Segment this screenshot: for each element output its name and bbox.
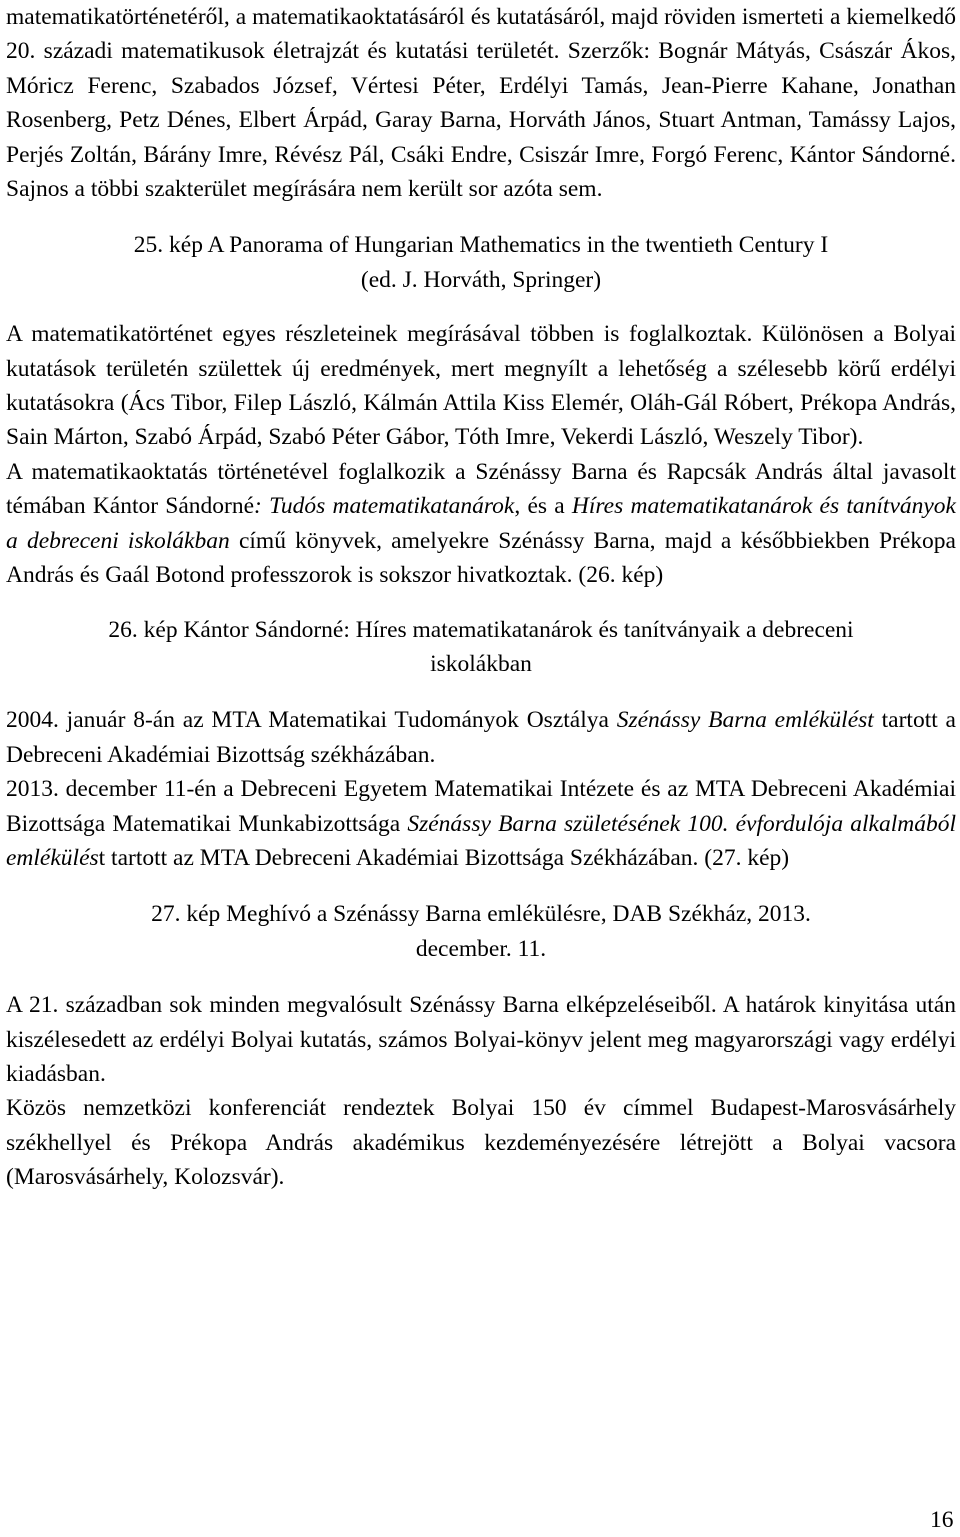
spacer — [6, 297, 956, 317]
figure-caption-26 — [6, 613, 956, 682]
italic-book-title: Híres matematikatanárok és tanítványok a debreceni iskolákban — [6, 493, 956, 554]
caption-27-line-2: december. 11. — [415, 935, 547, 962]
italic-run: Szénássy Barna születésének 100. évfordulója alkalmából emlékülés — [6, 810, 956, 871]
italic-run: Szénássy Barna emlékülést — [616, 707, 874, 734]
paragraph-authors: matematikatörténetéről, a matematikaoktatásáról és kutatásáról, majd röviden ismerteti a kiemelkedő 20. századi matematikusok életrajzát és kutatási területét. Szerzők: Bognár Mátyás, Császár Ákos, Móricz Ferenc, Szabados József, Vértesi Péter, Erdélyi Tamás, Jean-Pierre Kahane, Jonathan Rosenberg, Petz Dénes, Elbert Árpád, Garay Barna, Horváth János, Stuart Antman, Tamássy Lajos, Perjés Zoltán, Bárány Imre, Révész Pál, Csáki Endre, Csiszár Imre, Forgó Ferenc, Kántor Sándorné. Sajnos a többi szakterület megírására nem került sor azóta sem. — [6, 4, 956, 203]
paragraph-2004-memorial — [6, 703, 956, 772]
paragraph-conference: Közös nemzetközi konferenciát rendeztek Bolyai 150 év címmel Budapest-Marosvásárhely székhellyel és Prékopa András akadémikus kezdeményezésére létrejött a Bolyai vacsora (Marosvásárhely, Kolozsvár). — [6, 1095, 956, 1191]
page-number: 16 — [930, 1507, 954, 1533]
paragraph-2013-memorial — [6, 772, 956, 875]
text-run: t tartott az MTA Debreceni Akadémiai Bizottsága Székházában. (27. kép) — [98, 844, 790, 871]
caption-27-line-1: 27. kép Meghívó a Szénássy Barna emlékülésre, DAB Székház, 2013. — [151, 901, 811, 928]
figure-caption-25 — [6, 228, 956, 297]
spacer — [6, 681, 956, 703]
caption-26-line-2: iskolákban — [430, 650, 532, 677]
text-run: című könyvek, amelyekre Szénássy Barna, majd a későbbiekben Prékopa András és Gaál Botond professzorok is sokszor hivatkoztak. (26. kép) — [6, 527, 956, 589]
caption-26-line-1: 26. kép Kántor Sándorné: Híres matematikatanárok és tanítványaik a debreceni — [108, 616, 854, 643]
caption-25-line-1: 25. kép A Panorama of Hungarian Mathematics in the twentieth Century I — [133, 232, 829, 259]
spacer — [6, 875, 956, 897]
spacer — [6, 593, 956, 613]
spacer — [6, 966, 956, 988]
document-page — [6, 0, 956, 1195]
figure-caption-27 — [6, 897, 956, 966]
text-run: A matematikaoktatás történetével foglalkozik a Szénássy Barna és Rapcsák András által javasolt témában Kántor Sándorné — [6, 458, 956, 520]
caption-25-line-2: (ed. J. Horváth, Springer) — [360, 266, 602, 293]
paragraph-history-research: A matematikatörténet egyes részleteinek megírásával többen is foglalkoztak. Különösen a Bolyai kutatások területén születtek új eredmények, mert megnyílt a lehetőség a szélesebb körű erdélyi kutatásokra (Ács Tibor, Filep László, Kálmán Attila Kiss Elemér, Oláh-Gál Róbert, Prékopa András, Sain Márton, Szabó Árpád, Szabó Péter Gábor, Tóth Imre, Vekerdi László, Weszely Tibor). — [6, 321, 956, 451]
text-run: , és a — [514, 493, 572, 520]
paragraph-education-history — [6, 455, 956, 593]
text-run: tartott a Debreceni Akadémiai Bizottság székházában. — [6, 707, 956, 768]
spacer — [6, 206, 956, 228]
paragraph-21st-century: A 21. században sok minden megvalósult Szénássy Barna elképzeléseiből. A határok kinyitása után kiszélesedett az erdélyi Bolyai kutatás, számos Bolyai-könyv jelent meg magyarországi vagy erdélyi kiadásban. — [6, 992, 956, 1087]
italic-run: : Tudós matematikatanárok — [254, 493, 515, 520]
text-run: 2013. december 11-én a Debreceni Egyetem Matematikai Intézete és az MTA Debreceni Akadémiai Bizottsága Matematikai Munkabizottsága — [6, 776, 956, 837]
text-run: 2004. január 8-án az MTA Matematikai Tudományok Osztálya — [6, 707, 617, 734]
